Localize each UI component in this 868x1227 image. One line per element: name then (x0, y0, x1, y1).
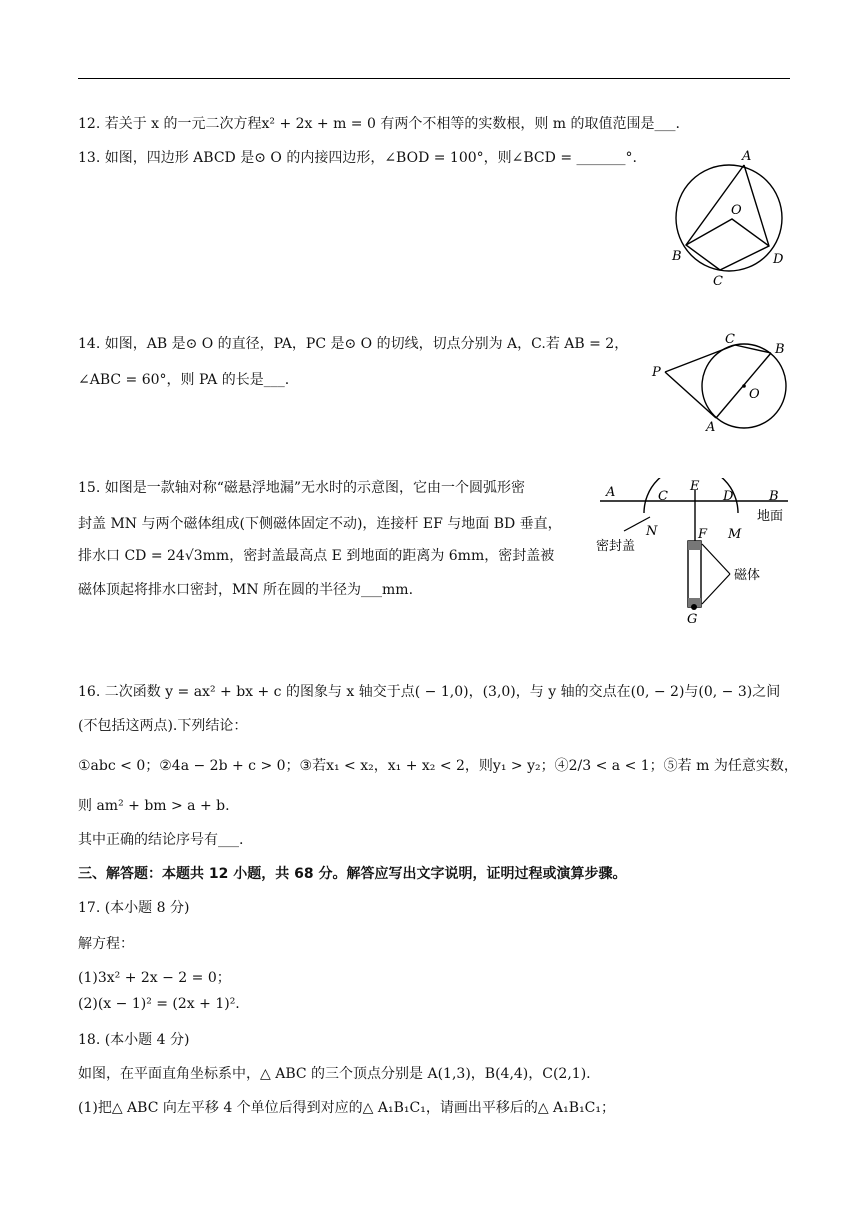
question-17-intro: 解方程： (78, 936, 134, 952)
header-rule (78, 78, 790, 79)
label-n: N (646, 524, 658, 539)
section-3-heading: 三、解答题：本题共 12 小题，共 68 分。解答应写出文字说明，证明过程或演算步骤。 (78, 866, 627, 882)
magnet-top (688, 541, 701, 550)
label-cover: 密封盖 (596, 539, 636, 554)
question-15-line-4: 磁体顶起将排水口密封，MN 所在圆的半径为___mm. (78, 582, 414, 598)
question-16-line-1: 16. 二次函数 y = ax² + bx + c 的图象与 x 轴交于点( − 1,0)，(3,0)，与 y 轴的交点在(0, − 2)与(0, − 3)之间 (78, 684, 781, 700)
question-17-part-2: (2)(x − 1)² = (2x + 1)². (78, 996, 240, 1012)
label-c: C (713, 274, 723, 289)
question-16-line-5: 其中正确的结论序号有___. (78, 832, 244, 848)
label-d: D (723, 489, 734, 504)
label-c: C (658, 489, 668, 504)
question-16-line-3: ①abc < 0；②4a − 2b + c > 0；③若x₁ < x₂，x₁ + x₂ < 2，则y₁ > y₂；④2/3 < a < 1；⑤若 m 为任意实数， (78, 758, 798, 774)
question-17-heading: 17. (本小题 8 分) (78, 900, 190, 916)
label-p: P (652, 365, 661, 380)
question-15-line-1: 15. 如图是一款轴对称“磁悬浮地漏”无水时的示意图，它由一个圆弧形密 (78, 480, 526, 496)
point-g (691, 604, 697, 610)
label-m: M (728, 527, 742, 542)
pointer-magnet-bottom (702, 574, 730, 604)
circle-o (676, 165, 782, 271)
figure-q15-floor-drain (596, 478, 796, 628)
pointer-magnet-top (702, 544, 730, 574)
label-g: G (687, 612, 698, 627)
label-b: B (672, 249, 682, 264)
label-b: B (769, 489, 779, 504)
label-b: B (775, 342, 785, 357)
question-16-line-2: (不包括这两点).下列结论： (78, 718, 248, 734)
question-13: 13. 如图，四边形 ABCD 是⊙ O 的内接四边形，∠BOD = 100°，则∠BCD = _______°. (78, 150, 637, 166)
label-o: O (749, 387, 760, 402)
question-16-line-4: 则 am² + bm > a + b. (78, 798, 230, 814)
radii-ob-od (686, 219, 769, 246)
center-dot (742, 384, 746, 388)
figure-q14-tangents (648, 330, 798, 438)
label-d: D (773, 252, 784, 267)
question-12: 12. 若关于 x 的一元二次方程x² + 2x + m = 0 有两个不相等的实数根，则 m 的取值范围是___. (78, 116, 680, 132)
label-o: O (731, 203, 742, 218)
label-ground: 地面 (757, 509, 784, 524)
question-14-line-2: ∠ABC = 60°，则 PA 的长是___. (78, 372, 290, 388)
label-a: A (742, 149, 752, 164)
question-18-part-1: (1)把△ ABC 向左平移 4 个单位后得到对应的△ A₁B₁C₁，请画出平移后的△ A₁B₁C₁； (78, 1100, 616, 1116)
question-18-intro: 如图，在平面直角坐标系中，△ ABC 的三个顶点分别是 A(1,3)，B(4,4)，C(2,1). (78, 1066, 591, 1082)
question-18-heading: 18. (本小题 4 分) (78, 1032, 190, 1048)
tangent-pc (665, 345, 735, 372)
quadrilateral-abcd (686, 165, 769, 270)
figure-q13-circle (664, 146, 794, 292)
label-f: F (698, 527, 708, 542)
question-15-line-2: 封盖 MN 与两个磁体组成(下侧磁体固定不动)，连接杆 EF 与地面 BD 垂直， (78, 516, 562, 532)
tangent-pa (665, 372, 716, 418)
label-a: A (706, 420, 716, 435)
magnet-body (688, 541, 701, 607)
label-e: E (690, 479, 700, 494)
label-a: A (606, 485, 616, 500)
question-15-line-3: 排水口 CD = 24√3mm，密封盖最高点 E 到地面的距离为 6mm，密封盖被 (78, 548, 555, 564)
chord-cb (735, 345, 771, 353)
label-magnet: 磁体 (734, 568, 761, 583)
label-c: C (725, 332, 735, 347)
question-17-part-1: (1)3x² + 2x − 2 = 0； (78, 970, 231, 986)
question-14-line-1: 14. 如图，AB 是⊙ O 的直径，PA，PC 是⊙ O 的切线，切点分别为 A，C.若 AB = 2， (78, 336, 629, 352)
